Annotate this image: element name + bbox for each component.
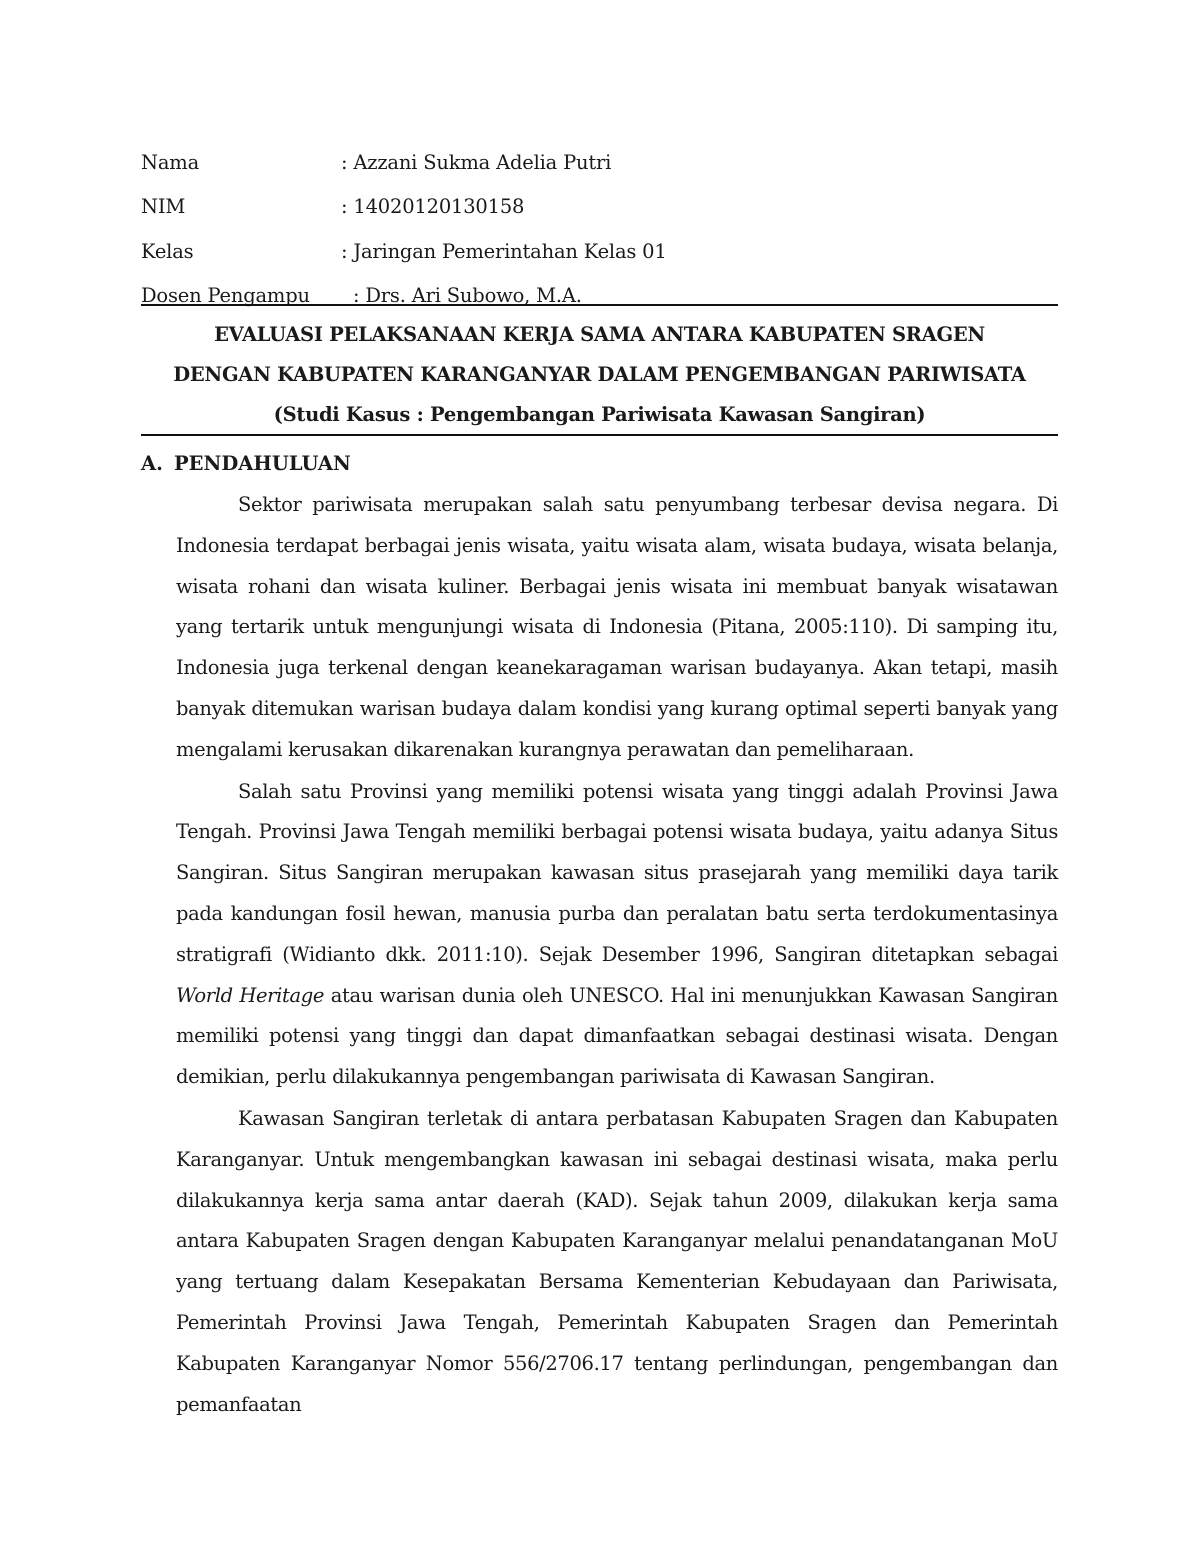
top-divider	[141, 304, 1058, 306]
identity-label: Nama	[141, 150, 200, 174]
title-line-1: EVALUASI PELAKSANAAN KERJA SAMA ANTARA KABUPATEN SRAGEN	[214, 323, 985, 346]
identity-label: Kelas	[141, 239, 194, 263]
title-subtitle: (Studi Kasus : Pengembangan Pariwisata Kawasan Sangiran)	[273, 403, 926, 426]
paragraph-1: Sektor pariwisata merupakan salah satu penyumbang terbesar devisa negara. Di Indonesia terdapat berbagai jenis wisata, yaitu wisata alam, wisata budaya, wisata belanja, wisata rohani dan wisata kuliner. Berbagai jenis wisata ini membuat banyak wisatawan yang tertarik untuk mengunjungi wisata di Indonesia (Pitana, 2005:110). Di samping itu, Indonesia juga terkenal dengan keanekaragaman warisan budayanya. Akan tetapi, masih banyak ditemukan warisan budaya dalam kondisi yang kurang optimal seperti banyak yang mengalami kerusakan dikarenakan kurangnya perawatan dan pemeliharaan.	[176, 493, 1058, 761]
section-title: PENDAHULUAN	[174, 452, 351, 475]
paragraph-3: Kawasan Sangiran terletak di antara perbatasan Kabupaten Sragen dan Kabupaten Karanganyar. Untuk mengembangkan kawasan ini sebagai destinasi wisata, maka perlu dilakukannya kerja sama antar daerah (KAD). Sejak tahun 2009, dilakukan kerja sama antara Kabupaten Sragen dengan Kabupaten Karanganyar melalui penandatanganan MoU yang tertuang dalam Kesepakatan Bersama Kementerian Kebudayaan dan Pariwisata, Pemerintah Provinsi Jawa Tengah, Pemerintah Kabupaten Sragen dan Pemerintah Kabupaten Karanganyar Nomor 556/2706.17 tentang perlindungan, pengembangan dan pemanfaatan	[176, 1106, 1058, 1416]
identity-value: : Drs. Ari Subowo, M.A.	[353, 284, 582, 308]
paragraph-2	[176, 772, 1058, 1098]
identity-value: : Azzani Sukma Adelia Putri	[341, 150, 612, 174]
identity-row-nim	[141, 185, 1058, 230]
body-text	[176, 485, 1058, 1426]
document-title	[141, 315, 1058, 435]
identity-value: : Jaringan Pemerintahan Kelas 01	[341, 239, 667, 263]
identity-row-dosen	[141, 274, 1058, 319]
section-number: A.	[141, 452, 163, 475]
italic-term: World Heritage	[176, 983, 325, 1007]
identity-row-nama	[141, 140, 1058, 185]
title-line-2: DENGAN KABUPATEN KARANGANYAR DALAM PENGEMBANGAN PARIWISATA	[173, 363, 1026, 386]
section-heading	[141, 448, 351, 480]
identity-row-kelas	[141, 229, 1058, 274]
paragraph-2-part-b: atau warisan dunia oleh UNESCO. Hal ini menunjukkan Kawasan Sangiran memiliki potensi yang tinggi dan dapat dimanfaatkan sebagai destinasi wisata. Dengan demikian, perlu dilakukannya pengembangan pariwisata di Kawasan Sangiran.	[176, 983, 1059, 1089]
identity-block	[141, 140, 1058, 318]
paragraph-2-part-a: Salah satu Provinsi yang memiliki potensi wisata yang tinggi adalah Provinsi Jawa Tengah. Provinsi Jawa Tengah memiliki berbagai potensi wisata budaya, yaitu adanya Situs Sangiran. Situs Sangiran merupakan kawasan situs prasejarah yang memiliki daya tarik pada kandungan fosil hewan, manusia purba dan peralatan batu serta terdokumentasinya stratigrafi (Widianto dkk. 2011:10). Sejak Desember 1996, Sangiran ditetapkan sebagai	[176, 779, 1058, 966]
identity-label: Dosen Pengampu	[141, 284, 310, 308]
bottom-divider	[141, 434, 1058, 436]
identity-label: NIM	[141, 195, 186, 219]
identity-value: : 14020120130158	[341, 195, 525, 219]
